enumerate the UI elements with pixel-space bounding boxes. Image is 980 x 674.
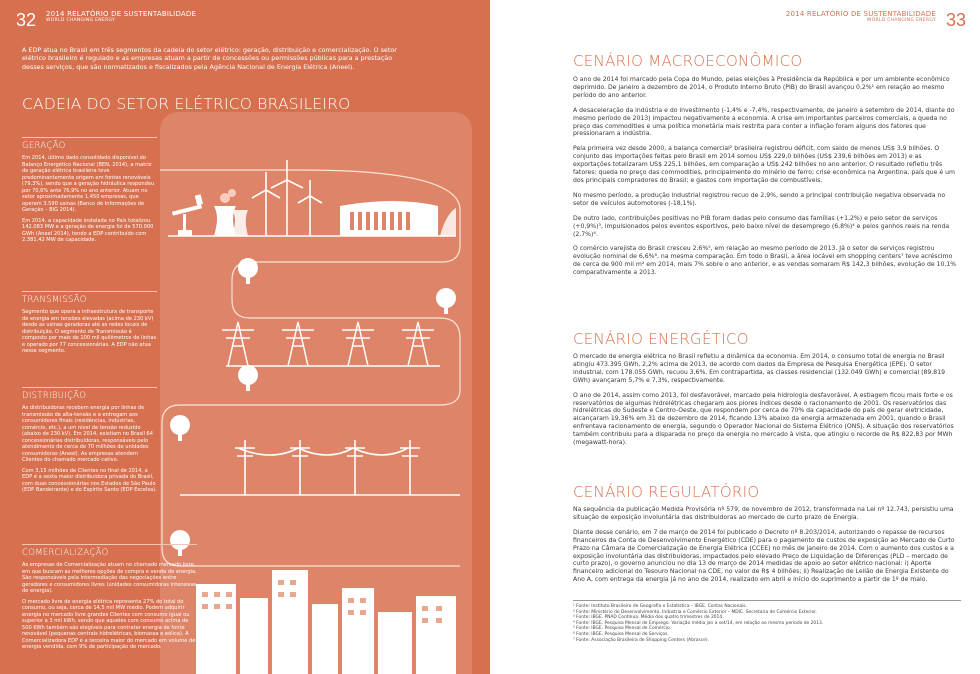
page-number-left: 32 (16, 10, 37, 30)
section-commercialization (22, 544, 197, 655)
diagram-title: CADEIA DO SETOR ELÉTRICO BRASILEIRO (22, 95, 351, 113)
section-title: COMERCIALIZAÇÃO (22, 544, 197, 558)
tree-icon (238, 258, 258, 284)
footnote: ¹ Fonte: Instituto Brasileiro de Geografia e Estatística – IBGE. Contas Nacionais. (573, 604, 747, 609)
section-paragraph: Segmento que opera a infraestrutura de transporte de energia em tensões elevadas (acima de 230 kV) desde as usinas geradoras até as redes locais de distribuição. O segmento de Transmissão é composto por mais de 100 mil quilômetros de linhas e operado por 77 concessionárias. A EDP não atua nesse segmento. (22, 309, 157, 354)
wind-turbine-icon (252, 160, 322, 236)
footnote: ⁴ Fonte: IBGE. Pesquisa Mensal de Emprego. Variação média jan a set/14, em relação ao mesmo período de 2013. (573, 620, 824, 626)
section-generation (22, 137, 157, 248)
body-paragraph: No mesmo período, a produção industrial registrou recuo de 2,9%, sendo a principal contribuição negativa observada no setor de veículos automotores (-18,1%). (573, 191, 946, 207)
section-paragraph: Em 2014, a capacidade instalada no País totalizou 142.083 MW e a geração de energia foi de 570.000 GWh (Aneel 2014), tendo a EDP contribuído com 2.381,42 MW de capacidade. (22, 217, 154, 243)
body-paragraph: O ano de 2014, assim como 2013, foi desfavorável, marcado pela hidrologia desfavorável. A estiagem ficou mais forte e os reservatórios de algumas hidrelétricas chegaram aos piores índices desde o racionamento de 2001. Os reservatórios das hidrelétricas do Sudeste e Centro-Oeste, que respondem por cerca de 70% da capacidade do país de gerar eletricidade, alcançaram 19,36% em 31 de dezembro de 2014, ficando 13% abaixo da energia armazenada em 2001, quando o Brasil enfrentava racionamento de energia, segundo o Operador Nacional do Sistema Elétrico (ONS). A situação dos reservatórios também contribuiu para a disparada no preço da energia no mercado à vista, que atingiu o recorde de R$ 822,83 por MWh (megawatt-hora). (573, 391, 954, 447)
footnote: ² Fonte: Ministério do Desenvolvimento, Indústria e Comércio Exterior – MDIC. Secretaria de Comércio Exterior. (573, 609, 817, 615)
energy-heading: CENÁRIO ENERGÉTICO (573, 330, 749, 348)
energy-body (573, 353, 961, 447)
footnote: ⁶ Fonte: IBGE. Pesquisa Mensal de Serviços. (573, 631, 669, 637)
regulatory-body (573, 506, 961, 584)
header-subtitle-left: WORLD CHANGING ENERGY (46, 18, 116, 23)
footnote: ³ Fonte: IBGE. PNAD Contínua. Média dos quatro trimestres de 2014. (573, 615, 724, 621)
header-title-left: 2014 RELATÓRIO DE SUSTENTABILIDADE (46, 10, 197, 18)
macro-heading: CENÁRIO MACROECONÔMICO (573, 52, 803, 70)
body-paragraph: A desaceleração da indústria e do investimento (-1,4% e -7,4%, respectivamente, de janeiro a setembro de 2014, diante do mesmo período de 2013) impactou negativamente a economia. A crise em importantes parceiros comerciais, a queda no preço das commodities e uma política monetária mais restrita para conter a inflação foram alguns dos fatores que pressionaram a indústria. (573, 106, 955, 138)
oil-pump-icon (172, 194, 203, 236)
tree-icon (238, 365, 258, 391)
body-paragraph: Na sequência da publicação Medida Provisória nº 579, de novembro de 2012, transformada na Lei nº 12.743, persistiu uma situação de exposição involuntária das distribuidoras ao mercado de curto prazo de Energia. (573, 506, 954, 521)
transmission-tower-icon (222, 322, 440, 366)
section-paragraph: As distribuidoras recebem energia por linhas de transmissão de alta-tensão e a entregam aos consumidores finais (residências, indústrias, comércio, etc.), a um nível de tensão reduzido (abaixo de 230 kV). Em 2014, existiam no Brasil 64 concessionárias distribuidoras, responsáveis pelo atendimento de cerca de 70 milhões de unidades consumidoras (Aneel). As empresas atendem Clientes do chamado mercado cativo. (22, 405, 153, 463)
body-paragraph: O comércio varejista do Brasil cresceu 2,6%⁵, em relação ao mesmo período de 2013. Já o setor de serviços registrou evolução nominal de 6,6%⁶, na mesma comparação. Em todo o Brasil, a área locável em shopping centers⁷ teve acréscimo de cerca de 900 mil m² em 2014, mais 7% sobre o ano anterior, e as vendas somaram R$ 142,3 bilhões, evolução de 10,1% comparativamente a 2013. (573, 245, 957, 277)
footnote: ⁷ Fonte: Associação Brasileira de Shopping Centers (Abrasce). (573, 637, 709, 643)
section-paragraph: O mercado livre de energia elétrica representa 27% do total do consumo, ou seja, cerca de 14,5 mil MW médio. Podem adquirir energia no mercado livre grandes Clientes com consumo igual ou superior a 3 mil kWh, sendo que aqueles com consumo acima de 500 KWh também são elegíveis para contratar energia de fonte renovável (pequenas centrais hidrelétricas, biomassa e eólica). A Comercializadora EDP é a terceira maior do mercado em volume de energia vendida, com 9% de participação de mercado. (22, 598, 196, 650)
section-distribution (22, 387, 157, 498)
body-paragraph: O mercado de energia elétrica no Brasil refletiu a dinâmica da economia. Em 2014, o consumo total de energia no Brasil atingiu 473.395 GWh, 2,2% acima de 2013, de acordo com dados da Empresa de Pesquisa Energética (EPE). O setor industrial, com 178.055 GWh, recuou 3,6%. Em contrapartida, as classes residencial (132.049 GWh) e comercial (89.819 GWh) avançaram 5,7% e 7,3%, respectivamente. (573, 353, 946, 384)
header-subtitle-right: WORLD CHANGING ENERGY (866, 18, 936, 23)
section-paragraph: As empresas de Comercialização atuam no chamado mercado livre, em que buscam as melhores opções de compra e venda de energia. São responsáveis pela intermediação das negociações entre geradores e consumidores livres (unidades consumidoras intensivas de energia). (22, 562, 197, 594)
section-title: TRANSMISSÃO (22, 291, 157, 305)
body-paragraph: Pela primeira vez desde 2000, a balança comercial² brasileira registrou déficit, com saldo de menos US$ 3,9 bilhões. O conjunto das importações feitas pelo Brasil em 2014 somou US$ 229,0 bilhões (US$ 239,6 bilhões em 2013) e as exportações totalizaram US$ 225,1 bilhões, em comparação a US$ 242 bilhões no ano anterior. O resultado refletiu três fatores: queda no preço das commodities, principalmente do minério de ferro; crise econômica na Argentina, país que é um dos principais compradores do Brasil; e gastos com importação de combustíveis. (573, 145, 955, 184)
right-header (786, 10, 966, 31)
section-paragraph: Em 2014, último dado consolidado disponível do Balanço Energético Nacional (BEN, 2014), a matriz de geração elétrica brasileira teve predominantemente origem em fontes renováveis (79,3%), sendo que a geração hidráulica respondeu por 70,6% ante 76,9% no ano anterior. Atuam no setor aproximadamente 1.450 empresas, que operam 3.590 usinas (Banco de Informações de Geração – BIG 2014). (22, 155, 155, 213)
body-paragraph: De outro lado, contribuições positivas no PIB foram dadas pelo consumo das famílias (+1,2%) e pelo setor de serviços (+0,9%)³, impulsionados pelos eventos esportivos, pelo baixo nível de desemprego (6,8%)⁴ e pelos ganhos reais na renda (2,7%)⁴. (573, 214, 950, 238)
tree-icon (170, 415, 190, 441)
nuclear-plant-icon (214, 189, 248, 236)
page-number-right: 33 (945, 10, 966, 30)
section-paragraph: Com 3,15 milhões de Clientes no final de 2014, a EDP é a sexta maior distribuidora privada do Brasil, com duas concessionárias nos Estados de São Paulo (EDP Bandeirante) e do Espírito Santo (EDP Escelsa). (22, 467, 157, 493)
footnote: ⁵ Fonte: IBGE. Pesquisa Mensal de Comércio. (573, 626, 671, 632)
macro-body (573, 76, 961, 277)
city-buildings-icon (196, 570, 456, 674)
intro-paragraph: A EDP atua no Brasil em três segmentos da cadeia do setor elétrico: geração, distribuição e comercialização. O setor elétrico brasileiro é regulado e as empresas atuam a partir de concessões ou permissões públicas para a prestação desses serviços, que são normatizados e fiscalizados pela Agência Nacional de Energia Elétrica (Aneel). (22, 46, 397, 71)
tree-icon (436, 288, 456, 314)
body-paragraph: O ano de 2014 foi marcado pela Copa do Mundo, pelas eleições à Presidência da República e por um ambiente econômico deprimido. De janeiro a dezembro de 2014, o Produto Interno Bruto (PIB) do Brasil avançou 0,2%¹ em relação ao mesmo período do ano anterior. (573, 76, 950, 99)
section-transmission (22, 291, 157, 359)
right-page (490, 0, 980, 674)
section-title: DISTRIBUIÇÃO (22, 387, 157, 401)
regulatory-heading: CENÁRIO REGULATÓRIO (573, 483, 760, 501)
body-paragraph: Diante desse cenário, em 7 de março de 2014 foi publicado o Decreto nº 8.203/2014, autorizando o repasse de recursos financeiros da Conta de Desenvolvimento Energético (CDE) para o pagamento de custos de exposição ao Mercado de Curto Prazo na Câmara de Comercialização de Energia Elétrica (CCEE) no mês de janeiro de 2014. Com o aumento dos custos e a exposição involuntária das distribuidoras, impactados pelo elevado Preço de Liquidação de Diferenças (PLD – mercado de curto prazo), o governo anunciou no dia 13 de março de 2014 medidas de apoio ao setor elétrico nacional: i) Aporte financeiro adicional do Tesouro Nacional na CDE, no valor de R$ 4 bilhões; ii) Realização de Leilão de Energia Existente do Ano A, com entrega da energia já no ano de 2014, realizado em abril e início do suprimento a partir de 1º de maio. (573, 528, 955, 584)
transmission-tower-icon (180, 440, 460, 495)
hydro-dam-icon (340, 201, 456, 236)
section-title: GERAÇÃO (22, 137, 157, 151)
header-title-right: 2014 RELATÓRIO DE SUSTENTABILIDADE (785, 10, 936, 18)
footnotes (573, 600, 961, 643)
